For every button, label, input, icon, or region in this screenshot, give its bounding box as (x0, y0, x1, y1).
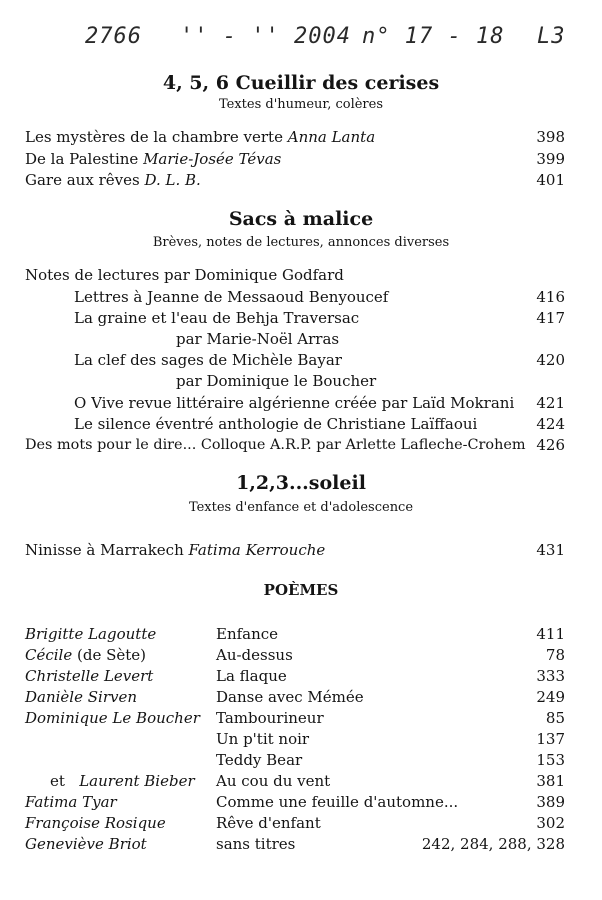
poem-author-name: Cécile (25, 646, 73, 664)
poem-author-name: Geneviève Briot (25, 835, 147, 853)
poem-author-prefix: et (50, 772, 65, 790)
poem-author-suffix: (de Sète) (72, 646, 147, 664)
poem-author-name: Fatima Tyar (25, 793, 117, 811)
poem-author-name: Danièle Sirven (25, 688, 138, 706)
entry-text: Notes de lectures par Dominique Godfard (25, 266, 344, 284)
handwritten-issue: n° 17 - 18 (362, 24, 505, 49)
poem-author (25, 813, 166, 833)
page-number: 153 (536, 751, 565, 769)
page-number: 417 (536, 309, 565, 327)
page-number: 420 (536, 351, 565, 369)
toc-entry (176, 329, 339, 349)
page-number: 426 (536, 436, 565, 454)
poem-title: Tambourineur (216, 709, 324, 727)
toc-entry (176, 371, 376, 391)
poem-title: La flaque (216, 667, 287, 685)
section-title: 1,2,3...soleil (236, 472, 366, 494)
poem-author (50, 771, 195, 791)
poem-author-name: Laurent Bieber (79, 772, 195, 790)
page-number: 302 (536, 814, 565, 832)
poem-title: Au cou du vent (216, 772, 331, 790)
poem-author (25, 666, 153, 686)
poem-title: Enfance (216, 625, 279, 643)
toc-entry (25, 435, 526, 455)
page-number: 333 (536, 667, 565, 685)
poem-author (25, 708, 200, 728)
poem-title: Au-dessus (216, 646, 293, 664)
poem-title: Danse avec Mémée (216, 688, 364, 706)
page-number: 242, 284, 288, 328 (421, 835, 565, 853)
toc-entry (74, 287, 388, 307)
toc-entry (25, 540, 325, 560)
toc-entry (25, 170, 201, 190)
poem-title: Comme une feuille d'automne... (216, 793, 459, 811)
page-number: 401 (536, 171, 565, 189)
poem-author (25, 624, 156, 644)
poem-author (25, 645, 146, 665)
entry-text: La clef des sages de Michèle Bayar (74, 351, 342, 369)
page-number: 431 (536, 541, 565, 559)
page-number: 389 (536, 793, 565, 811)
toc-entry (25, 149, 281, 169)
page-number: 85 (545, 709, 565, 727)
entry-text: O Vive revue littéraire algérienne créée par Laïd Mokrani (74, 394, 515, 412)
toc-entry (74, 308, 359, 328)
entry-author: Anna Lanta (287, 128, 376, 146)
handwritten-ref: 2766 (85, 24, 142, 49)
entry-text: La graine et l'eau de Behja Traversac (74, 309, 360, 327)
entry-text: Les mystères de la chambre verte (25, 128, 283, 146)
handwritten-code: L3 (537, 24, 566, 49)
toc-entry (25, 265, 344, 285)
page-number: 399 (536, 150, 565, 168)
poem-title: Rêve d'enfant (216, 814, 321, 832)
poem-author-name: Brigitte Lagoutte (25, 625, 157, 643)
section-subtitle: Textes d'humeur, colères (218, 97, 384, 112)
entry-text: par Marie-Noël Arras (176, 330, 340, 348)
poem-author-name: Christelle Levert (25, 667, 154, 685)
entry-author: Marie-Josée Tévas (143, 150, 282, 168)
entry-author: Fatima Kerrouche (188, 541, 326, 559)
page-number: 381 (536, 772, 565, 790)
section-title: Sacs à malice (228, 208, 374, 230)
page-number: 137 (536, 730, 565, 748)
handwritten-date: '' - '' 2004 (180, 24, 351, 49)
section-subtitle: Textes d'enfance et d'adolescence (188, 500, 414, 515)
toc-entry (25, 127, 375, 147)
poem-title: Teddy Bear (216, 751, 303, 769)
poem-author (25, 792, 117, 812)
entry-text: Gare aux rêves (25, 171, 140, 189)
poem-author-name: Françoise Rosique (25, 814, 166, 832)
toc-entry (74, 393, 514, 413)
entry-text: Le silence éventré anthologie de Christiane Laïffaoui (74, 415, 478, 433)
page-number: 398 (536, 128, 565, 146)
page-number: 411 (536, 625, 565, 643)
poem-title: Un p'tit noir (216, 730, 310, 748)
entry-text: Lettres à Jeanne de Messaoud Benyoucef (74, 288, 389, 306)
toc-entry (74, 350, 342, 370)
page-number: 421 (536, 394, 565, 412)
poem-title: sans titres (216, 835, 296, 853)
entry-text: Ninisse à Marrakech (25, 541, 184, 559)
entry-author: D. L. B. (144, 171, 201, 189)
poem-author (25, 687, 137, 707)
page-number: 249 (536, 688, 565, 706)
poems-heading: POÈMES (263, 581, 339, 599)
entry-text: Des mots pour le dire... Colloque A.R.P. par Arlette Lafleche-Crohem (25, 437, 526, 453)
toc-entry (74, 414, 477, 434)
poem-author-name: Dominique Le Boucher (25, 709, 200, 727)
section-title: 4, 5, 6 Cueillir des cerises (162, 72, 440, 94)
entry-text: par Dominique le Boucher (176, 372, 377, 390)
entry-text: De la Palestine (25, 150, 139, 168)
section-subtitle: Brèves, notes de lectures, annonces diverses (152, 235, 450, 250)
poem-author (25, 834, 147, 854)
handwritten-annotation (0, 24, 602, 64)
page-number: 78 (545, 646, 565, 664)
page-number: 416 (536, 288, 565, 306)
page-number: 424 (536, 415, 565, 433)
